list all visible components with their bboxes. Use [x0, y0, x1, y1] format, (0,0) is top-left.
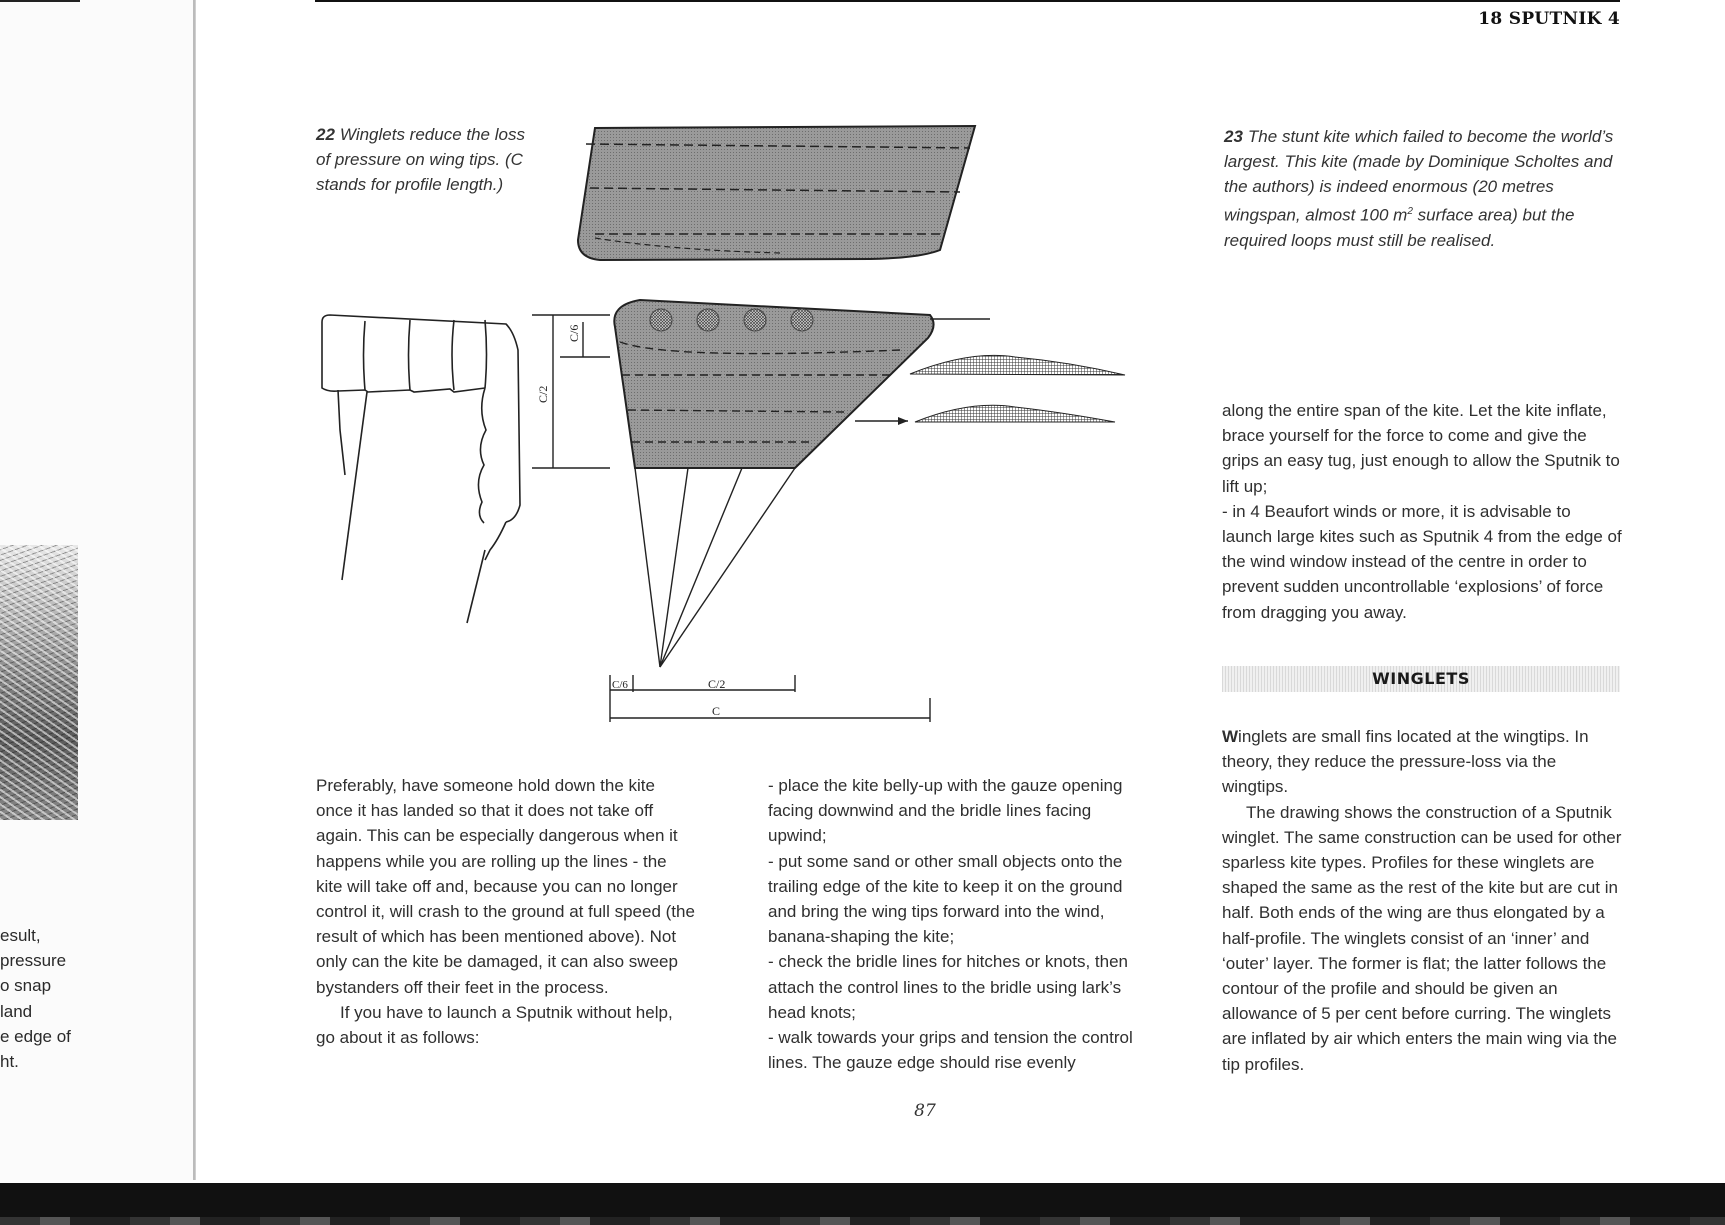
- left-line: ht.: [0, 1052, 19, 1072]
- winglet-top-view: [578, 126, 975, 260]
- label-c2-horizontal: C/2: [708, 677, 726, 691]
- paragraph: The drawing shows the construction of a Sputnik winglet. The same construction can be used for other sparless kite types. Profiles for these winglets are shaped the same as the rest of the kite but are cut in half. Both ends of the wing are thus elongated by a half-profile. The winglets consist of an ‘inner’ and ‘outer’ layer. The former is flat; the latter follows the contour of the profile and should be given an allowance of 5 per cent before curring. The winglets are inflated by air which enters the main wing via the tip profiles.: [1222, 802, 1622, 1074]
- book-spine: [193, 0, 195, 1180]
- figure-23-caption-text: The stunt kite which failed to become the world’s largest. This kite (made by Dominique Scholtes and the authors) is indeed enormous (20 metres wingspan, almost 100 m: [1224, 127, 1614, 225]
- left-line: land: [0, 1001, 33, 1021]
- left-line: e edge of: [0, 1026, 71, 1046]
- left-line: o snap: [0, 976, 52, 996]
- left-line: pressure: [0, 951, 67, 971]
- scan-bottom-edge: [0, 1183, 1725, 1225]
- page-number: 87: [914, 1101, 936, 1121]
- paragraph: If you have to launch a Sputnik without help, go about it as follows:: [316, 1002, 673, 1048]
- horizontal-dimensions: [610, 675, 930, 722]
- left-line: esult,: [0, 926, 41, 945]
- label-c6-vertical: C/6: [567, 324, 581, 342]
- left-page-text: [0, 923, 71, 1074]
- paragraph: along the entire span of the kite. Let the kite inflate, brace yourself for the force to come and give the grips an easy tug, just enough to allow the Sputnik to lift up;: [1222, 401, 1620, 496]
- superscript-2: 2: [1407, 206, 1413, 217]
- winglet-side-view: [614, 300, 990, 468]
- left-page-top-rule: [0, 0, 80, 2]
- kite-cells-side-view: [322, 315, 520, 623]
- label-c6-horizontal: C/6: [612, 679, 628, 691]
- body-column-2: [768, 773, 1152, 1075]
- list-item: - put some sand or other small objects onto the trailing edge of the kite to keep it on the ground and bring the wing tips forward into the wind, banana-shaping the kite;: [768, 851, 1123, 947]
- winglet-diagram: [310, 110, 1180, 735]
- list-item: - check the bridle lines for hitches or knots, then attach the control lines to the bridle using lark’s head knots;: [768, 952, 1129, 1022]
- label-c2-vertical: C/2: [536, 385, 550, 403]
- paragraph: [1222, 724, 1622, 800]
- figure-23-caption: [1224, 124, 1624, 253]
- header-rule: [315, 0, 1620, 2]
- paragraph-text: inglets are small fins located at the wingtips. In theory, they reduce the pressure-loss via the wingtips.: [1222, 727, 1589, 797]
- bridle-lines: [635, 468, 795, 667]
- list-item: - place the kite belly-up with the gauze opening facing downwind and the bridle lines facing upwind;: [768, 776, 1123, 846]
- paragraph: Preferably, have someone hold down the kite once it has landed so that it does not take off again. This can be especially dangerous when it happens while you are rolling up the lines - the kite will take off and, because you can no longer control it, will crash to the ground at full speed (the result of which has been mentioned above). Not only can the kite be damaged, it can also sweep bystanders off their feet in the process.: [316, 776, 695, 997]
- body-column-3-bottom: [1222, 724, 1622, 1077]
- drop-cap: W: [1222, 727, 1239, 746]
- left-page: [0, 0, 196, 1180]
- figure-23-caption-text-end: surface area) but the required loops must still be realised.: [1224, 205, 1575, 250]
- label-c-horizontal: C: [712, 704, 721, 718]
- list-item: - walk towards your grips and tension the control lines. The gauze edge should rise evenly: [768, 1028, 1133, 1073]
- running-head: 18 SPUTNIK 4: [1478, 9, 1620, 29]
- body-column-3-top: [1222, 398, 1622, 625]
- figure-22-caption-text: Winglets reduce the loss of pressure on wing tips. (C stands for profile length.): [316, 125, 525, 194]
- list-item: - in 4 Beaufort winds or more, it is advisable to launch large kites such as Sputnik 4 from the edge of the wind window instead of the centre in order to prevent sudden uncontrollable ‘explosions’ of force from dragging you away.: [1222, 501, 1622, 622]
- body-column-1: [316, 773, 696, 1050]
- left-page-photo: [0, 545, 78, 820]
- section-heading-bar: [1222, 666, 1620, 692]
- figure-23-number: 23: [1224, 127, 1243, 146]
- figure-22-number: 22: [316, 125, 335, 144]
- section-heading: WINGLETS: [1372, 669, 1470, 688]
